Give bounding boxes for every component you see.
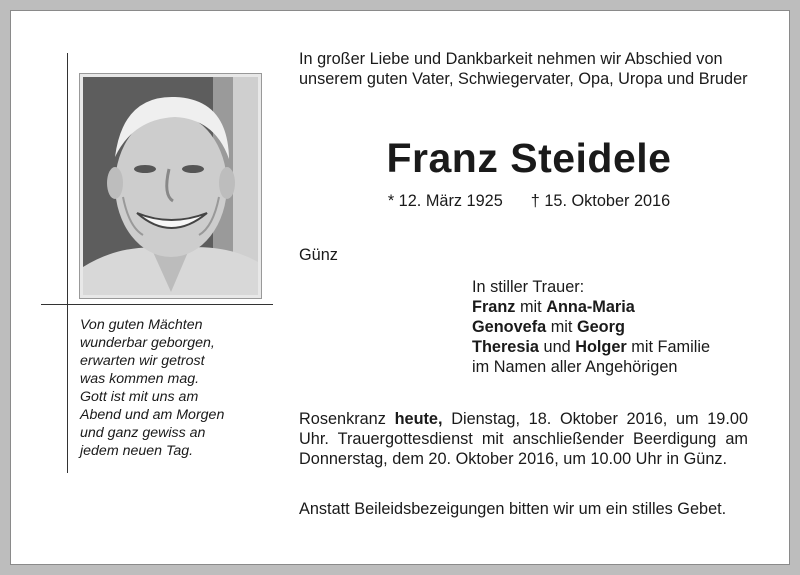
obituary-card — [10, 10, 790, 565]
vertical-rule — [67, 53, 68, 473]
poem-line: Abend und am Morgen — [80, 407, 225, 423]
mourners-footer: im Namen aller Angehörigen — [472, 358, 678, 376]
service-info: Rosenkranz heute, Dienstag, 18. Oktober 2016, um 19.00 Uhr. Trauergottesdienst mit anschließender Beerdigung am Donnerstag, dem 20. Oktober 2016, um 10.00 Uhr in Günz. — [299, 410, 748, 468]
poem-line: wunderbar geborgen, — [80, 335, 215, 351]
poem-line: Gott ist mit uns am — [80, 389, 199, 405]
poem-line: jedem neuen Tag. — [80, 443, 194, 459]
portrait-photo — [80, 74, 261, 298]
poem-line: was kommen mag. — [80, 371, 200, 387]
mourner-line: Theresia und Holger mit Familie — [472, 338, 711, 356]
poem-line: erwarten wir getrost — [80, 353, 205, 369]
mourner-line: Franz mit Anna-Maria — [472, 298, 635, 316]
closing-note: Anstatt Beileidsbezeigungen bitten wir um ein stilles Gebet. — [299, 500, 727, 518]
horizontal-rule — [41, 304, 273, 305]
place-name: Günz — [299, 246, 338, 264]
death-date: † 15. Oktober 2016 — [530, 192, 671, 210]
mourners-heading: In stiller Trauer: — [472, 278, 585, 296]
birth-date: * 12. März 1925 — [387, 192, 503, 210]
life-dates — [299, 191, 759, 211]
deceased-name: Franz Steidele — [386, 135, 672, 181]
mourner-line: Genovefa mit Georg — [472, 318, 625, 336]
poem — [80, 316, 265, 460]
poem-line: Von guten Mächten — [80, 317, 203, 333]
intro-text: In großer Liebe und Dankbarkeit nehmen wir Abschied von unserem guten Vater, Schwiegervater, Opa, Uropa und Bruder — [299, 50, 748, 88]
mourners-block — [472, 277, 762, 377]
poem-line: und ganz gewiss an — [80, 425, 206, 441]
